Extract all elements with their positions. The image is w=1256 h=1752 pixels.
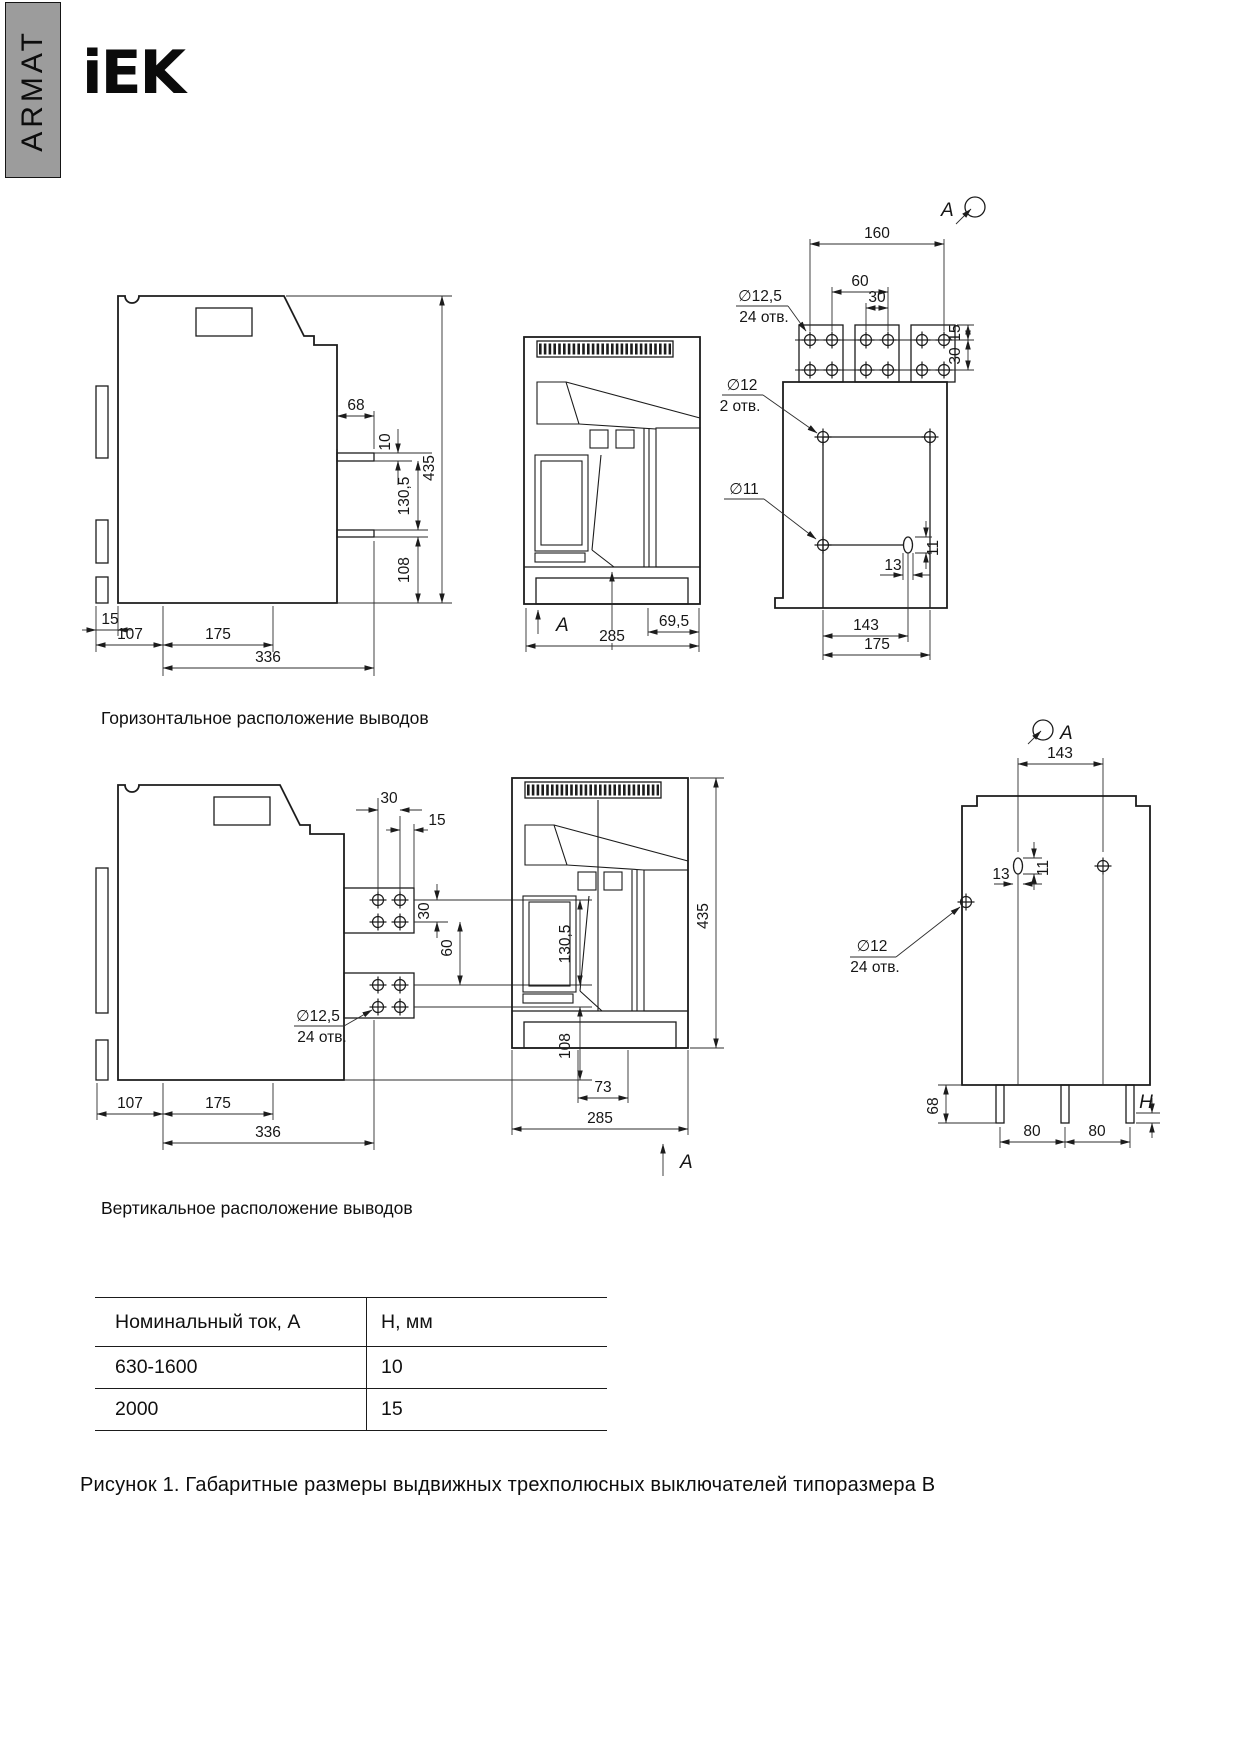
cell-current: 630-1600 [95,1347,367,1388]
dim-label-10: 10 [377,433,394,451]
dim-label-15: 15 [101,611,119,628]
dim-label-175b: 175 [864,636,890,653]
dim-label-108: 108 [396,557,413,583]
v-front-drawing [512,778,724,1176]
dim-label-285: 285 [587,1110,613,1127]
dim-label-11: 11 [925,539,942,557]
dim-label-175: 175 [205,1095,231,1112]
cell-h: 10 [381,1356,403,1378]
dim-label-336: 336 [255,1124,281,1141]
col-header-h: Н, мм [381,1311,433,1333]
view-a-marker-label: A [941,200,954,221]
dim-label-130-5: 130,5 [557,924,574,964]
callout-hole12-count: 2 отв. [719,398,761,415]
dim-label-H: H [1139,1092,1153,1113]
dim-label-13: 13 [884,557,902,574]
dim-label-15: 15 [428,812,446,829]
dim-label-143: 143 [1047,745,1073,762]
callout-pads-diameter: ∅12,5 [738,288,782,305]
v-rear-drawing [850,720,1160,1148]
horizontal-terminals-label: Горизонтальное расположение выводов [101,708,429,728]
dim-label-435: 435 [695,903,712,929]
dim-label-107: 107 [117,626,143,643]
table-header-row [95,1298,607,1347]
dim-label-108: 108 [557,1033,574,1059]
brand-vertical-label: ARMAT [16,28,49,152]
callout-pads-count: 24 отв. [297,1029,347,1046]
dim-label-69-5: 69,5 [658,613,690,630]
dim-label-13: 13 [992,866,1010,883]
section-arrow-a-label: A [556,615,569,636]
callout-hole12-diameter: ∅12 [726,377,758,394]
cell-current: 2000 [95,1389,367,1430]
table-row [95,1389,607,1431]
table-row [95,1347,607,1389]
section-arrow-a-label: A [680,1152,693,1173]
dim-label-80b: 80 [1088,1123,1106,1140]
dim-label-11: 11 [1035,859,1052,877]
callout-pads-diameter: ∅12,5 [296,1008,340,1025]
dim-label-336: 336 [255,649,281,666]
dim-label-285: 285 [599,628,625,645]
dim-label-160: 160 [864,225,890,242]
dim-label-15v: 15 [947,324,964,342]
dim-label-30: 30 [868,289,886,306]
view-a-marker-label: A [1060,723,1073,744]
dim-label-143: 143 [853,617,879,634]
callout-hole-diameter: ∅12 [856,938,888,955]
dim-label-73: 73 [594,1079,612,1096]
cell-h: 15 [381,1398,403,1420]
h-front-drawing [524,337,700,652]
iek-logo: iEK [82,38,185,108]
dim-label-107: 107 [117,1095,143,1112]
callout-hole-count: 24 отв. [850,959,900,976]
v-side-drawing [96,785,592,1150]
callout-hole11-diameter: ∅11 [729,481,759,498]
dim-label-30v: 30 [947,347,964,365]
dim-label-30: 30 [380,790,398,807]
callout-pads-count: 24 отв. [739,309,789,326]
dim-label-60: 60 [439,939,456,957]
vertical-terminals-label: Вертикальное расположение выводов [101,1198,413,1218]
dim-label-60: 60 [851,273,869,290]
dim-label-435: 435 [421,455,438,481]
dim-label-80a: 80 [1023,1123,1041,1140]
rated-current-table [95,1297,607,1431]
h-rear-drawing [720,197,985,660]
dim-label-68: 68 [925,1097,942,1115]
col-header-current: Номинальный ток, А [95,1298,367,1346]
dim-label-175: 175 [205,626,231,643]
h-side-drawing [82,296,452,676]
figure-caption: Рисунок 1. Габаритные размеры выдвижных трехполюсных выключателей типоразмера В [80,1474,936,1496]
dim-label-68: 68 [347,397,365,414]
dim-label-30v: 30 [416,902,433,920]
dim-label-130-5: 130,5 [396,476,413,516]
